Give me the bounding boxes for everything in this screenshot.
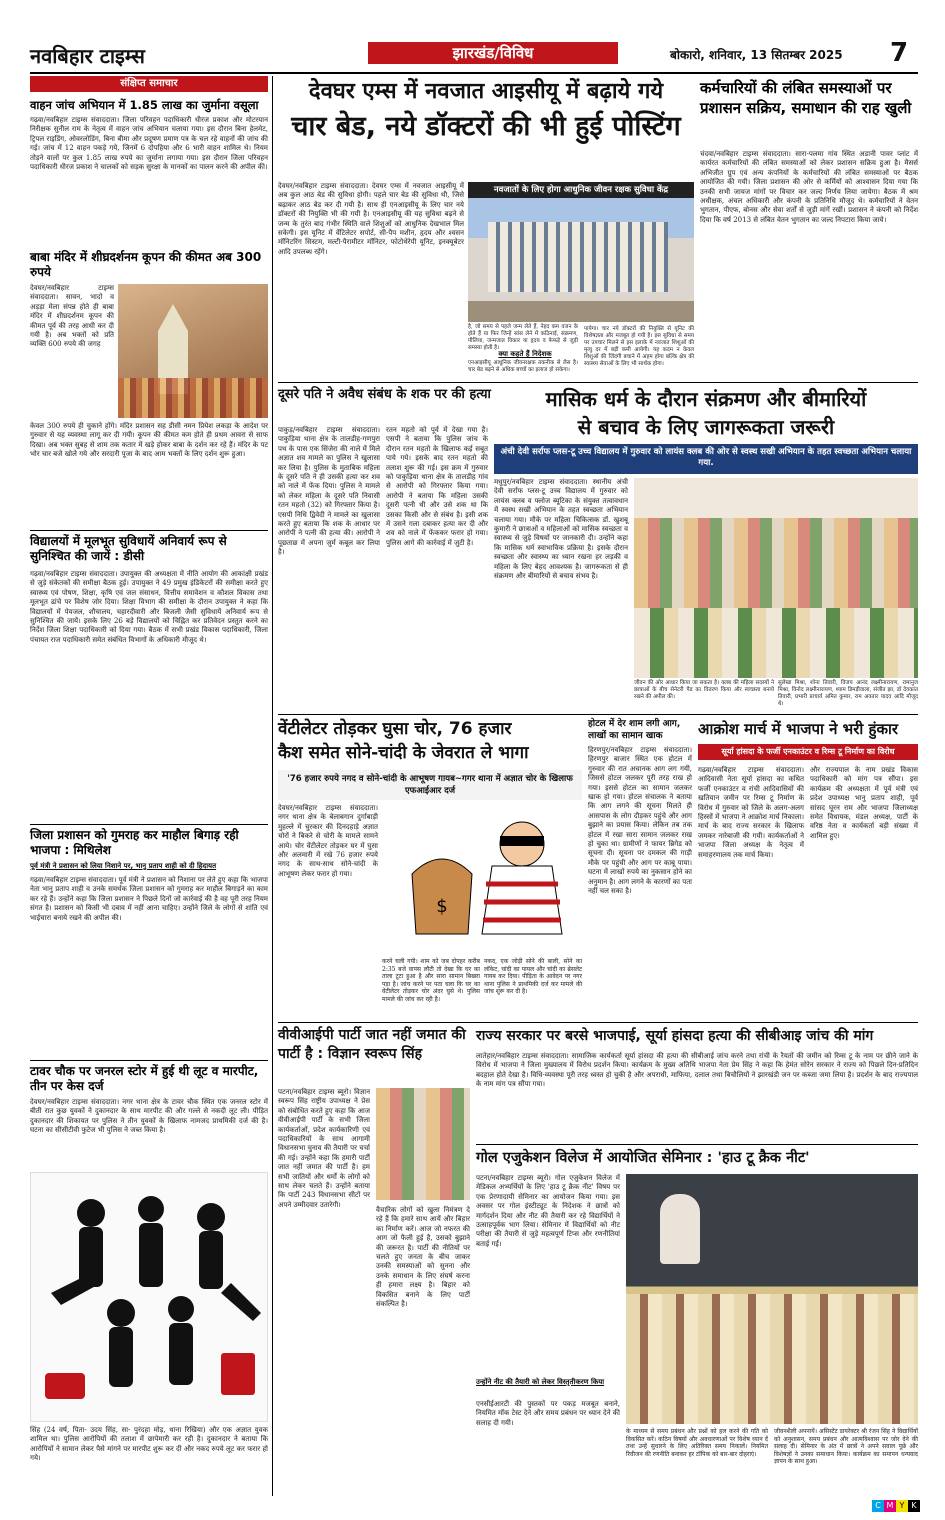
- lead-story: [278, 78, 694, 351]
- hotel-title: होटल में देर शाम लगी आग, लाखों का सामान खाक: [588, 719, 681, 741]
- health-body-3: सुलेखा मिश्रा, शोना तिवारी, विजय आनंद लक्ष्मीनारायण, रामानुज मिश्रा, विनोद लक्ष्मीनारायण, श्याम डिमड़ीवाला, संजीत झा, डॉ देवकांत तिवारी, प्रभारी प्राचार्य अमित कुमार, राम अवतार यादव आदि मौजूद थे।: [778, 680, 918, 707]
- caste-body-2: वैचारिक लोगों को खुला निमंत्रण दे रहे हैं कि हमारे साथ आयें और बिहार का निर्माण करें। आज जो नफरत की आग जो फैली हुई है, उसको बुझाने की जरूरत है। पार्टी की नीतियों पर चलते हुए जनता के बीच जाकर उनकी समस्याओं को सुनना और उनके समाधान के लिए संघर्ष करना ही हमारा लक्ष्य है। बिहार को विकसित बनाने के लिए पार्टी संकल्पित है।: [376, 1206, 470, 1309]
- health-body-2: जीवन की ओर आधार किया जा सकता है। क्लब की महिला सदस्यों ने छात्राओं के बीच सेनेटरी पैड का वितरण किया और स्वच्छता बनाये रखने की अपील की।: [634, 680, 774, 700]
- health-photo: [634, 478, 918, 678]
- masthead-rule: [30, 72, 918, 74]
- health-deck: अंची देवी सर्राफ प्लस-टू उच्च विद्यालय में गुरुवार को लायंस क्लब की ओर से स्वस्थ सखी अभियान के तहत स्वच्छता अभियान चलाया गया.: [494, 444, 918, 474]
- s4-subtitle: पूर्व मंत्री ने प्रशासन को लिया निशाने पर, भानु प्रताप शाही को दी हिदायत: [30, 862, 217, 870]
- s5-body-a: देवघर/नवबिहार टाइम्स संवाददाता। नगर थाना क्षेत्र के टावर चौक स्थित एक जनरल स्टोर में बीती रात कुछ युवकों ने दुकानदार के साथ मारपीट की और गल्ले से नकदी लूट ली। पीड़ित दुकानदार की शिकायत पर पुलिस ने तीन युवकों के खिलाफ नामजद प्राथमिकी दर्ज की है। घटना का सीसीटीवी फुटेज भी पुलिस ने जब्त किया है।: [30, 1098, 268, 1135]
- lead-headline-2: चार बेड, नये डॉक्टरों की भी हुई पोस्टिंग: [291, 111, 681, 142]
- s1-body: गढ़वा/नवबिहार टाइम्स संवाददाता। जिला परिवहन पदाधिकारी धीरज प्रकाश और मोटरयान निरीक्षक सुनील राम के नेतृत्व में वाहन जांच अभियान चलाया गया। इस दौरान बिना हेलमेट, ट्रिपल राइडिंग, ओवरलोडिंग, बिना बीमा और प्रदूषण प्रमाण पत्र के चल रहे वाहनों की जांच की गई। जांच में 12 वाहन पकड़े गये, जिनमें 6 दोपहिया और 6 भारी वाहन शामिल थे। नियम तोड़ने वालों पर कुल 1.85 लाख रुपये का जुर्माना लगाया गया। इस दौरान जिला परिवहन पदाधिकारी धीरज प्रकाश ने चालकों को सड़क सुरक्षा के मानकों का पालन करने की अपील की।: [30, 116, 268, 172]
- divider-4: [278, 382, 918, 383]
- caste-title: वीवीआईपी पार्टी जात नहीं जमात की पार्टी है : विज्ञान स्वरूप सिंह: [278, 1027, 466, 1062]
- thief-body-2: करने चली गयी। शाम को जब दोपहर करीब 2:35 बजे वापस लौटी तो देखा कि घर का ताला टूटा हुआ है और सारा सामान बिखरा पड़ा है। जांच करने पर पता चला कि घर का वेंटीलेटर तोड़कर चोर अंदर घुसे थे। पुलिस मामले की जांच कर रही है।: [382, 958, 480, 1003]
- seminar-story: [476, 1148, 918, 1496]
- thief-illustration: [382, 804, 582, 954]
- page-number: 7: [890, 38, 909, 68]
- thief-story: [278, 718, 582, 1018]
- seminar-photo: [626, 1174, 918, 1424]
- hotel-body: हिरणपुर/नवबिहार टाइम्स संवाददाता। हिरणपुर बाजार स्थित एक होटल में गुरुवार की रात अचानक आग लग गयी, जिससे होटल जलकर पूरी तरह राख हो गया। इससे होटल का सामान जलकर खाक हो गया। होटल संचालक ने बताया कि आग लगने की सूचना मिलते ही आसपास के लोग दौड़कर पहुंचे और आग बुझाने का प्रयास किया। लेकिन तब तक होटल में रखा सारा सामान जलकर राख हो चुका था। ग्रामीणों ने फायर ब्रिगेड को सूचना दी। सूचना पर दमकल की गाड़ी मौके पर पहुंची और आग पर काबू पाया। घटना में लाखों रुपये का नुकसान होने का अनुमान है। आग लगने के कारणों का पता नहीं चल सका है।: [588, 746, 692, 896]
- robbery-figure: [31, 1173, 267, 1421]
- s5-body-b: सिंह (24 वर्ष, पिता- उदय सिंह, सा- पुरंदहा मोड़, थाना रिखिया) और एक अज्ञात युवक शामिल था। पुलिस आरोपियों की तलाश में छापेमारी कर रही है। दुकानदार ने बताया कि आरोपियों ने सामान लेकर पैसे मांगने पर मारपीट शुरू कर दी और नकद रुपये लूट कर फरार हो गये।: [30, 1426, 268, 1463]
- seminar-sub-head: उन्होंने नीट की तैयारी को लेकर विस्तृतीकरण किया: [476, 1378, 605, 1386]
- cbi-title: राज्य सरकार पर बरसे भाजपाई, सूर्या हांसदा हत्या की सीबीआइ जांच की मांग: [476, 1028, 874, 1044]
- s3-body: गढ़वा/नवबिहार टाइम्स संवाददाता। उपायुक्त की अध्यक्षता में नीति आयोग की आकांक्षी प्रखंड से जुड़े संकेतकों की समीक्षा बैठक हुई। उपायुक्त ने 49 प्रमुख इंडिकेटरों की समीक्षा करते हुए स्वास्थ्य एवं पोषण, शिक्षा, कृषि एवं जल संसाधन, वित्तीय समावेशन व कौशल विकास तथा मूलभूत ढांचे पर विशेष जोर दिया। शिक्षा विभाग की समीक्षा के दौरान उपायुक्त ने कहा कि विद्यालयों में पेयजल, शौचालय, चहारदीवारी और बिजली जैसी सुविधायें अनिवार्य रूप से सुनिश्चित की जायें। इसके लिए 26 बड़े विद्यालयों को चिह्नित कर प्रतिवेदन प्रस्तुत करने का निर्देश जिला शिक्षा पदाधिकारी को दिया गया। बैठक में सभी प्रखंड विकास पदाधिकारी, जिला पंचायत राज पदाधिकारी समेत संबंधित विभागों के अधिकारी मौजूद थे।: [30, 570, 268, 644]
- divider-2: [30, 824, 268, 825]
- thief-body-1: देवघर/नवबिहार टाइम्स संवाददाता। नगर थाना क्षेत्र के बेलाबगान दुर्गाबाड़ी मुहल्ले में चुरकार की दिनदहाड़े अज्ञात चोरों ने बिकरे से चोरी के मामले सामने आये। चोर वेंटीलेटर तोड़कर घर में घुसा और अलमारी में रखे 76 हजार रुपये नगद के साथ-साथ सोने-चांदी के आभूषण लेकर फरार हो गया।: [278, 804, 378, 878]
- health-title-1: मासिक धर्म के दौरान संक्रमण और बीमारियों: [545, 387, 867, 411]
- hotel-story: [588, 718, 692, 1018]
- protest-deck: सूर्या हांसदा के फर्जी एनकाउंटर व रिम्स टू निर्माण का विरोध: [698, 744, 918, 760]
- caste-story: [278, 1026, 470, 1496]
- thief-body-3: नकद, एक जोड़ी सोने की बाली, सोने का लॉकेट, चांदी का पायल और चांदी का ब्रेसलेट गायब कर दिया। पीड़िता के आवेदन पर नगर थाना पुलिस ने प्राथमिकी दर्ज कर मामले की जांच शुरू कर दी है।: [484, 958, 582, 996]
- seminar-body-1: पटना/नवबिहार टाइम्स ब्यूरो। गोल एजुकेशन विलेज में मेडिकल अभ्यर्थियों के लिए 'हाउ टू क्रैक नीट' विषय पर एक प्रेरणादायी सेमिनार का आयोजन किया गया। इस अवसर पर गोल इंस्टीट्यूट के निदेशक ने छात्रों को मार्गदर्शन दिया और नीट की तैयारी कर रहे विद्यार्थियों ने उत्साहपूर्वक भाग लिया। सेमिनार में विद्यार्थियों को नीट परीक्षा की तैयारी से जुड़े महत्वपूर्ण टिप्स और रणनीतियां बताई गईं।: [476, 1174, 620, 1248]
- cmyk-bar: [872, 1500, 920, 1512]
- husband-body-2: रतन महतो को पूर्व में देखा गया है। एसपी ने बताया कि पुलिस जांच के दौरान रतन महतो के खिलाफ कई सबूत पाये गये। इसके बाद रतन महतो की तलाश शुरू की गई। इस क्रम में गुरुवार को पाकुड़िया थाना क्षेत्र के तालडीह गांव से आरोपी को गिरफ्तार किया गया। आरोपी ने बताया कि महिला उसकी दूसरी पत्नी थी और उसे शक था कि उसका किसी और से संबंध है। इसी शक में उसने गला दबाकर हत्या कर दी और शव को नाले में फेंककर फरार हो गया। पुलिस आगे की कार्रवाई में जुटी है।: [386, 426, 488, 547]
- paper-name: नवबिहार टाइम्स: [30, 44, 145, 68]
- caste-photo: [376, 1088, 470, 1200]
- lead-sub-head: क्या कहते हैं निदेशक: [498, 350, 552, 358]
- s4-title: जिला प्रशासन को गुमराह कर माहौल बिगाड़ रही भाजपा : मिथिलेश: [30, 828, 239, 857]
- employees-body: चंदवा/नवबिहार टाइम्स संवाददाता। सारा-पलमा गांव स्थित अडानी पावर प्लांट में कार्यरत कर्मचारियों की लंबित समस्याओं को लेकर प्रशासन सक्रिय हुआ है। मैसर्स अभिजीत ग्रुप एवं अन्य कंपनियों के कर्मचारियों की लंबित समस्याओं पर बैठक आयोजित की गयी। जिला प्रशासन की ओर से कर्मियों को आश्वासन दिया गया कि उनकी सभी जायज मांगों पर विचार कर जल्द निर्णय लिया जायेगा। बैठक में श्रम अधीक्षक, अंचल अधिकारी और कंपनी के प्रतिनिधि मौजूद थे। कर्मचारियों ने वेतन भुगतान, पीएफ, बोनस और सेवा शर्तों से जुड़ी मांगें रखीं। प्रशासन ने कंपनी को निर्देश दिया कि वर्ष 2013 से लंबित वेतन भुगतान का जल्द निपटारा किया जाये।: [700, 150, 918, 224]
- temple-photo: [118, 284, 268, 418]
- svg-text:$: $: [436, 896, 448, 917]
- protest-title: आक्रोश मार्च में भाजपा ने भरी हुंकार: [698, 720, 898, 738]
- health-title-2: से बचाव के लिए जागरूकता जरूरी: [577, 415, 835, 439]
- protest-body-2: और राज्यपाल के नाम प्रखंड विकास पदाधिकारी को मांग पत्र सौंपा। इस कार्यक्रम की अध्यक्षता में पूर्व मंत्री एवं प्रदेश उपाध्यक्ष भानु प्रताप शाही, पूर्व सांसद घूरन राम और भाजपा जिलाध्यक्ष समेत विधायक, मंडल अध्यक्ष, पार्टी के वरिष्ठ नेता व कार्यकर्ता बड़ी संख्या में शामिल हुए।: [810, 766, 918, 840]
- s1-title: वाहन जांच अभियान में 1.85 लाख का जुर्माना वसूला: [30, 98, 259, 112]
- husband-story: [278, 386, 491, 710]
- divider-5: [278, 714, 918, 715]
- employees-title: कर्मचारियों की लंबित समस्याओं पर प्रशासन सक्रिय, समाधान की राह खुली: [700, 79, 912, 117]
- s2-title: बाबा मंदिर में शीघ्रदर्शनम कूपन की कीमत अब 300 रुपये: [30, 250, 262, 279]
- cbi-story: [476, 1026, 918, 1142]
- brief-header: संक्षिप्त समाचार: [30, 76, 268, 92]
- column-rule: [272, 76, 273, 1496]
- thief-title-1: वेंटीलेटर तोड़कर घुसा चोर, 76 हजार: [278, 719, 512, 739]
- seminar-title: गोल एजुकेशन विलेज में आयोजित सेमिनार : 'हाउ टू क्रैक नीट': [476, 1150, 810, 1166]
- husband-title: दूसरे पति ने अवैध संबंध के शक पर की हत्या: [278, 387, 491, 402]
- s2-body-b: केवल 300 रुपये ही चुकाने होंगे। मंदिर प्रशासन सह डीसी नमन प्रियेश लकड़ा के आदेश पर गुरुवार से यह व्यवस्था लागू कर दी गयी। कूपन की कीमत कम होते ही प्रथम आवरा से साफ दिखा। अब भक्त सुबह से शाम तक कतार में खड़े होकर बाबा के दर्शन कर रहे हैं। मंदिर के पट भोर चार बजे खोले गये और सरदारी पूजा के बाद आम भक्तों के लिए दर्शन शुरू हुआ।: [30, 422, 268, 459]
- cmyk-k: K: [908, 1500, 920, 1512]
- cmyk-m: M: [884, 1500, 896, 1512]
- employees-story: [700, 78, 918, 378]
- s4-body: गढ़वा/नवबिहार टाइम्स संवाददाता। पूर्व मंत्री ने प्रशासन को निशाना पर लेते हुए कहा कि भाजपा नेता भानु प्रताप शाही व उनके समर्थक जिला प्रशासन को गुमराह कर माहौल बिगाड़ने का काम कर रहे हैं। उन्होंने कहा कि जिला प्रशासन ने पिछले दिनों जो कार्रवाई की है वह पूरी तरह नियम संगत है। प्रशासन को किसी भी दबाव में नहीं आना चाहिए। उन्होंने जिले के लोगों से शांति एवं भाईचारा बनाये रखने की अपील की।: [30, 876, 268, 922]
- lead-body-3: है, जो समय से पहले जन्म लेते हैं, नेहद कम वजन के होते हैं या फिर जिन्हें सांस लेने में कठिनाई, संक्रमण, पीलिया, जन्मजात विकार या हृदय व फेफड़े से जुड़ी समस्या होती है।: [468, 324, 578, 351]
- lead-body-5: पायेगा। चार नये डॉक्टरों की नियुक्ति से यूनिट की विशेषज्ञता और मजबूत हो गयी है। इस सुविधा से समय पर उपचार मिलने से इस इलाके में नवजात शिशुओं की मृत्यु दर में बड़ी कमी आयेगी। यह कदम न केवल शिशुओं की जिंदगी बचाने में अहम होगा बल्कि क्षेत्र की स्वास्थ्य सेवाओं के लिए भी सार्थक होगा।: [584, 326, 694, 367]
- lead-body-4: एनआइसीयू आधुनिक जीवनरक्षक तकनीक से लैस है। चार बेड बढ़ने से अधिक बच्चों का इलाज हो सकेगा।: [468, 360, 578, 373]
- cbi-body: लातेहार/नवबिहार टाइम्स संवाददाता। सामाजिक कार्यकर्ता सूर्या हांसदा की हत्या की सीबीआई जांच करने तथा रांची के रैयतों की जमीन को रिम्स टू के नाम पर छीने जाने के विरोध में भाजपा ने जिला मुख्यालय में विरोध प्रदर्शन किया। कार्यक्रम के मुख्य अतिथि भाजपा नेता प्रेम सिंह ने कहा कि हेमंत सोरेन सरकार ने राज्य को पिछले दिन-प्रतिदिन बदहाल होते देखा है। विधि-व्यवस्था पूरी तरह ध्वस्त हो चुकी है और अपराधी, माफिया, दलाल तथा बिचौलियों ने झारखंडी जन पर कब्जा जमा लिया है। प्रदर्शन के बाद राज्यपाल के नाम मांग पत्र सौंपा गया।: [476, 1052, 918, 1089]
- cmyk-c: C: [872, 1500, 884, 1512]
- section-title: झारखंड/विविध: [368, 42, 618, 64]
- seminar-body-3: के माध्यम से समय प्रबंधन और प्रश्नों को हल करने की गति को विकसित करें। कठिन विषयों और अवधारणाओं पर विशेष ध्यान दें तथा उन्हें सुधारने के लिए अतिरिक्त समय निकालें। नियमित रिवीजन की रणनीति बनाकर हर टॉपिक को बार-बार दोहराएं।: [626, 1428, 768, 1458]
- s3-title: विद्यालयों में मूलभूत सुविधायें अनिवार्य रूप से सुनिश्चित की जायें : डीसी: [30, 534, 227, 563]
- aiims-photo: [468, 182, 694, 322]
- cmyk-y: Y: [896, 1500, 908, 1512]
- aiims-photo-caption: नवजातों के लिए होगा आधुनिक जीवन रक्षक सुविधा केंद्र: [468, 182, 694, 198]
- health-body: मधुपुर/नवबिहार टाइम्स संवाददाता। स्थानीय अंची देवी सर्राफ प्लस-टू उच्च विद्यालय में गुरुवार को लायंस क्लब व फ्लोज ब्यूटिका के संयुक्त तत्वावधान में स्वस्थ सखी अभियान के तहत स्वच्छता अभियान चलाया गया। मौके पर महिला चिकित्सक डॉ. खुशबू कुमारी ने छात्राओं व महिलाओं को मासिक स्वच्छता व स्वास्थ्य से जुड़े विषयों पर जानकारी दी। उन्होंने कहा कि मासिक धर्म स्वाभाविक प्रक्रिया है। इसके दौरान स्वच्छता और स्वास्थ्य का ध्यान रखना हर लड़की व महिला के लिए बेहद आवश्यक है। जागरूकता से ही संक्रमण और बीमारियों से बचाव संभव है।: [494, 478, 628, 581]
- masthead: [30, 38, 918, 68]
- dateline: बोकारो, शनिवार, 13 सितम्बर 2025: [670, 48, 843, 62]
- s2-body-a: देवघर/नवबिहार टाइम्स संवाददाता। सावन, भादो व अड़ड़ा मेला संपन्न होते ही बाबा मंदिर में शीघ्रदर्शनम कूपन की कीमत पूर्व की तरह आधी कर दी गयी है। अब भक्तों को प्रति व्यक्ति 600 रुपये की जगह: [30, 284, 114, 349]
- divider-6: [278, 1022, 918, 1023]
- protest-story: [698, 718, 918, 1018]
- husband-body-1: पाकुड़/नवबिहार टाइम्स संवाददाता। पाकुड़िया थाना क्षेत्र के तालडीह-गणपुरा पथ के पास एक सिंजेरा की नाले में मिले अज्ञात शव मामले का पुलिस ने खुलासा कर लिया है। पुलिस के मुताबिक महिला के दूसरे पति ने ही उसकी हत्या कर शव को नाले में फेंक दिया। पुलिस ने मामले को लेकर महिला के दूसरे पति निवासी रतन महतो (32) को गिरफ्तार किया है। एसपी निधि द्विवेदी ने मामले का खुलासा करते हुए बताया कि शक के आधार पर आरोपी ने पत्नी की हत्या की। आरोपी ने पूछताछ में अपना जुर्म कबूल कर लिया है।: [278, 426, 380, 557]
- thief-title-2: कैश समेत सोने-चांदी के जेवरात ले भागा: [278, 743, 529, 763]
- protest-body-1: गढ़वा/नवबिहार टाइम्स संवाददाता। आदिवासी नेता सूर्या हांसदा का कथित फर्जी एनकाउंटर व रांची आदिवासियों की खतियान जमीन पर रिम्स टू निर्माण के विरोध में गुरुवार को जिले के अलग-अलग हिस्सों में भाजपा ने आक्रोश मार्च निकाला। मार्च के बाद राज्य सरकार के खिलाफ जमकर नारेबाजी की गयी। कार्यकर्ताओं ने भाजपा जिला अध्यक्ष के नेतृत्व में समाहरणालय तक मार्च किया।: [698, 766, 804, 859]
- robbery-illustration: [30, 1172, 268, 1422]
- health-story: [494, 386, 918, 710]
- divider-7: [476, 1144, 918, 1145]
- divider-3: [30, 1060, 268, 1061]
- thief-deck: '76 हजार रुपये नगद व सोने-चांदी के आभूषण गायब~गगर थाना में अज्ञात चोर के खिलाफ एफआईआर दर्ज: [278, 770, 582, 800]
- lead-headline-1: देवघर एम्स में नवजात आइसीयू में बढ़ाये गये: [308, 79, 664, 104]
- divider-1: [30, 530, 268, 531]
- seminar-body-4: जीवनशैली अपनायें। असिस्टेंट डायरेक्टर श्री रंजन सिंह ने विद्यार्थियों को अनुशासन, समय प्रबंधन और आत्मविश्वास पर जोर देने की सलाह दी। सेमिनार के अंत में छात्रों ने अपने सवाल पूछे और विशेषज्ञों ने उनका समाधान किया। कार्यक्रम का समापन धन्यवाद ज्ञापन के साथ हुआ।: [774, 1428, 918, 1466]
- left-column: [30, 76, 268, 1496]
- caste-body-1: पटना/नवबिहार टाइम्स ब्यूरो। विज्ञान स्वरूप सिंह राष्ट्रीय उपाध्यक्ष ने प्रेस को संबोधित करते हुए कहा कि आज वीवीआईपी पार्टी के सभी जिला कार्यकर्ताओं, प्रदेश कार्यकारिणी एवं पदाधिकारियों के साथ आगामी विधानसभा चुनाव की तैयारी पर चर्चा की गई। उन्होंने कहा कि हमारी पार्टी जात नहीं जमात की पार्टी है। हम सभी जातियों और धर्मों के लोगों को साथ लेकर चलते हैं। उन्होंने बताया कि पार्टी 243 विधानसभा सीटों पर अपने उम्मीदवार उतारेगी।: [278, 1088, 370, 1209]
- thief-figure: [382, 804, 582, 954]
- seminar-body-2: एनसीईआरटी की पुस्तकों पर पकड़ मजबूत बनाने, नियमित मॉक टेस्ट देने और समय प्रबंधन पर ध्यान देने की सलाह दी गयी।: [476, 1400, 620, 1427]
- lead-body-1: देवघर/नवबिहार टाइम्स संवाददाता। देवघर एम्स में नवजात आइसीयू में अब कुल आठ बेड की सुविधा होगी। पहले चार बेड की सुविधा थी, जिसे बढ़ाकर आठ बेड कर दी गयी है। साथ ही एनआइसीयू के लिए चार नये डॉक्टरों की नियुक्ति भी की गयी है। एनआइसीयू की यह सुविधा बढ़ने से जन्म के तुरंत बाद गंभीर स्थिति वाले शिशुओं को आधुनिक देखभाल मिल सकेगी। इस यूनिट में वेंटिलेटर सपोर्ट, सी-पैप मशीन, हृदय और श्वसन मॉनिटरिंग सिस्टम, मल्टी-पैरामीटर मॉनिटर, फोटोथेरेपी यूनिट, इनक्यूबेटर आदि उपलब्ध रहेंगे।: [278, 182, 464, 256]
- s5-title: टावर चौक पर जनरल स्टोर में हुई थी लूट व मारपीट, तीन पर केस दर्ज: [30, 1064, 259, 1093]
